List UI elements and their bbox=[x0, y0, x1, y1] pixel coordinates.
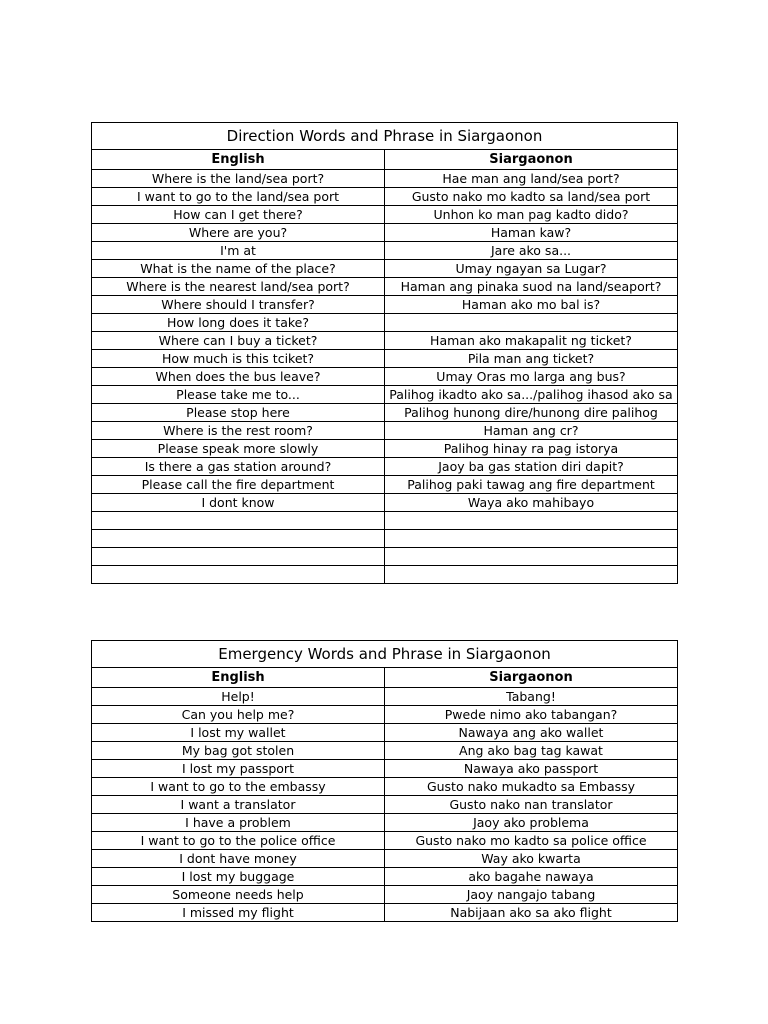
siargaonon-cell: Umay ngayan sa Lugar? bbox=[385, 260, 678, 278]
siargaonon-cell: Nabijaan ako sa ako flight bbox=[385, 904, 678, 922]
siargaonon-cell bbox=[385, 314, 678, 332]
english-cell: What is the name of the place? bbox=[92, 260, 385, 278]
english-cell: I want to go to the police office bbox=[92, 832, 385, 850]
table-row bbox=[92, 170, 678, 188]
table-row bbox=[92, 512, 678, 530]
english-cell: Where is the rest room? bbox=[92, 422, 385, 440]
table-row bbox=[92, 886, 678, 904]
table-row bbox=[92, 850, 678, 868]
english-cell: Where is the land/sea port? bbox=[92, 170, 385, 188]
english-cell: Please stop here bbox=[92, 404, 385, 422]
english-cell: When does the bus leave? bbox=[92, 368, 385, 386]
table-row bbox=[92, 296, 678, 314]
column-header-english: English bbox=[92, 150, 385, 170]
siargaonon-cell: Way ako kwarta bbox=[385, 850, 678, 868]
english-cell: Where can I buy a ticket? bbox=[92, 332, 385, 350]
siargaonon-cell bbox=[385, 566, 678, 584]
english-cell: I missed my flight bbox=[92, 904, 385, 922]
english-cell: Please speak more slowly bbox=[92, 440, 385, 458]
table-row bbox=[92, 494, 678, 512]
table-row bbox=[92, 386, 678, 404]
siargaonon-cell: Haman ang pinaka suod na land/seaport? bbox=[385, 278, 678, 296]
siargaonon-cell: Unhon ko man pag kadto dido? bbox=[385, 206, 678, 224]
english-cell: I lost my passport bbox=[92, 760, 385, 778]
english-cell: Can you help me? bbox=[92, 706, 385, 724]
siargaonon-cell: Gusto nako nan translator bbox=[385, 796, 678, 814]
table-header-row bbox=[92, 668, 678, 688]
table-row bbox=[92, 314, 678, 332]
siargaonon-cell: Pwede nimo ako tabangan? bbox=[385, 706, 678, 724]
table-row bbox=[92, 904, 678, 922]
table-header-row bbox=[92, 150, 678, 170]
table-row bbox=[92, 760, 678, 778]
table-row bbox=[92, 368, 678, 386]
siargaonon-cell: Gusto nako mukadto sa Embassy bbox=[385, 778, 678, 796]
english-cell: I dont know bbox=[92, 494, 385, 512]
table-row bbox=[92, 742, 678, 760]
siargaonon-cell: Umay Oras mo larga ang bus? bbox=[385, 368, 678, 386]
siargaonon-cell: Tabang! bbox=[385, 688, 678, 706]
table-row bbox=[92, 260, 678, 278]
english-cell: How long does it take? bbox=[92, 314, 385, 332]
emergency-table-title: Emergency Words and Phrase in Siargaonon bbox=[92, 641, 678, 668]
english-cell: I want a translator bbox=[92, 796, 385, 814]
column-header-siargaonon: Siargaonon bbox=[385, 150, 678, 170]
table-row bbox=[92, 440, 678, 458]
table-row bbox=[92, 350, 678, 368]
table-title-row bbox=[92, 123, 678, 150]
siargaonon-cell: Palihog paki tawag ang fire department bbox=[385, 476, 678, 494]
table-row bbox=[92, 868, 678, 886]
english-cell: Please take me to... bbox=[92, 386, 385, 404]
english-cell: How can I get there? bbox=[92, 206, 385, 224]
direction-table-title: Direction Words and Phrase in Siargaonon bbox=[92, 123, 678, 150]
siargaonon-cell: Gusto nako mo kadto sa police office bbox=[385, 832, 678, 850]
siargaonon-cell: Haman kaw? bbox=[385, 224, 678, 242]
table-row bbox=[92, 476, 678, 494]
siargaonon-cell: Palihog ikadto ako sa.../palihog ihasod ako sa bbox=[385, 386, 678, 404]
siargaonon-cell: Nawaya ako passport bbox=[385, 760, 678, 778]
table-row bbox=[92, 458, 678, 476]
table-row bbox=[92, 724, 678, 742]
direction-phrases-table bbox=[91, 122, 678, 584]
english-cell bbox=[92, 548, 385, 566]
siargaonon-cell: Haman ako mo bal is? bbox=[385, 296, 678, 314]
english-cell: I dont have money bbox=[92, 850, 385, 868]
siargaonon-cell: Palihog hunong dire/hunong dire palihog bbox=[385, 404, 678, 422]
siargaonon-cell bbox=[385, 530, 678, 548]
table-row bbox=[92, 832, 678, 850]
siargaonon-cell: Gusto nako mo kadto sa land/sea port bbox=[385, 188, 678, 206]
english-cell: Is there a gas station around? bbox=[92, 458, 385, 476]
english-cell bbox=[92, 512, 385, 530]
table-row bbox=[92, 548, 678, 566]
table-row bbox=[92, 206, 678, 224]
english-cell: Someone needs help bbox=[92, 886, 385, 904]
table-row bbox=[92, 332, 678, 350]
english-cell: How much is this tciket? bbox=[92, 350, 385, 368]
english-cell: Where is the nearest land/sea port? bbox=[92, 278, 385, 296]
english-cell: Where are you? bbox=[92, 224, 385, 242]
table-row bbox=[92, 422, 678, 440]
siargaonon-cell: Jare ako sa... bbox=[385, 242, 678, 260]
table-row bbox=[92, 530, 678, 548]
column-header-siargaonon: Siargaonon bbox=[385, 668, 678, 688]
table-row bbox=[92, 706, 678, 724]
siargaonon-cell: Palihog hinay ra pag istorya bbox=[385, 440, 678, 458]
emergency-phrases-table bbox=[91, 640, 678, 922]
english-cell: Please call the fire department bbox=[92, 476, 385, 494]
table-row bbox=[92, 188, 678, 206]
english-cell: I lost my buggage bbox=[92, 868, 385, 886]
siargaonon-cell: Jaoy ba gas station diri dapit? bbox=[385, 458, 678, 476]
table-row bbox=[92, 688, 678, 706]
table-title-row bbox=[92, 641, 678, 668]
table-row bbox=[92, 224, 678, 242]
english-cell bbox=[92, 566, 385, 584]
english-cell: I lost my wallet bbox=[92, 724, 385, 742]
english-cell: I want to go to the embassy bbox=[92, 778, 385, 796]
table-row bbox=[92, 796, 678, 814]
siargaonon-cell: Hae man ang land/sea port? bbox=[385, 170, 678, 188]
table-row bbox=[92, 778, 678, 796]
siargaonon-cell bbox=[385, 512, 678, 530]
english-cell: I want to go to the land/sea port bbox=[92, 188, 385, 206]
english-cell: I have a problem bbox=[92, 814, 385, 832]
siargaonon-cell: Waya ako mahibayo bbox=[385, 494, 678, 512]
english-cell: Where should I transfer? bbox=[92, 296, 385, 314]
english-cell: I'm at bbox=[92, 242, 385, 260]
table-row bbox=[92, 242, 678, 260]
siargaonon-cell: Ang ako bag tag kawat bbox=[385, 742, 678, 760]
siargaonon-cell: Jaoy ako problema bbox=[385, 814, 678, 832]
table-row bbox=[92, 814, 678, 832]
siargaonon-cell: Nawaya ang ako wallet bbox=[385, 724, 678, 742]
english-cell: Help! bbox=[92, 688, 385, 706]
siargaonon-cell: Jaoy nangajo tabang bbox=[385, 886, 678, 904]
column-header-english: English bbox=[92, 668, 385, 688]
english-cell: My bag got stolen bbox=[92, 742, 385, 760]
table-row bbox=[92, 566, 678, 584]
siargaonon-cell: Haman ang cr? bbox=[385, 422, 678, 440]
siargaonon-cell bbox=[385, 548, 678, 566]
table-row bbox=[92, 278, 678, 296]
siargaonon-cell: Pila man ang ticket? bbox=[385, 350, 678, 368]
english-cell bbox=[92, 530, 385, 548]
siargaonon-cell: Haman ako makapalit ng ticket? bbox=[385, 332, 678, 350]
siargaonon-cell: ako bagahe nawaya bbox=[385, 868, 678, 886]
table-row bbox=[92, 404, 678, 422]
